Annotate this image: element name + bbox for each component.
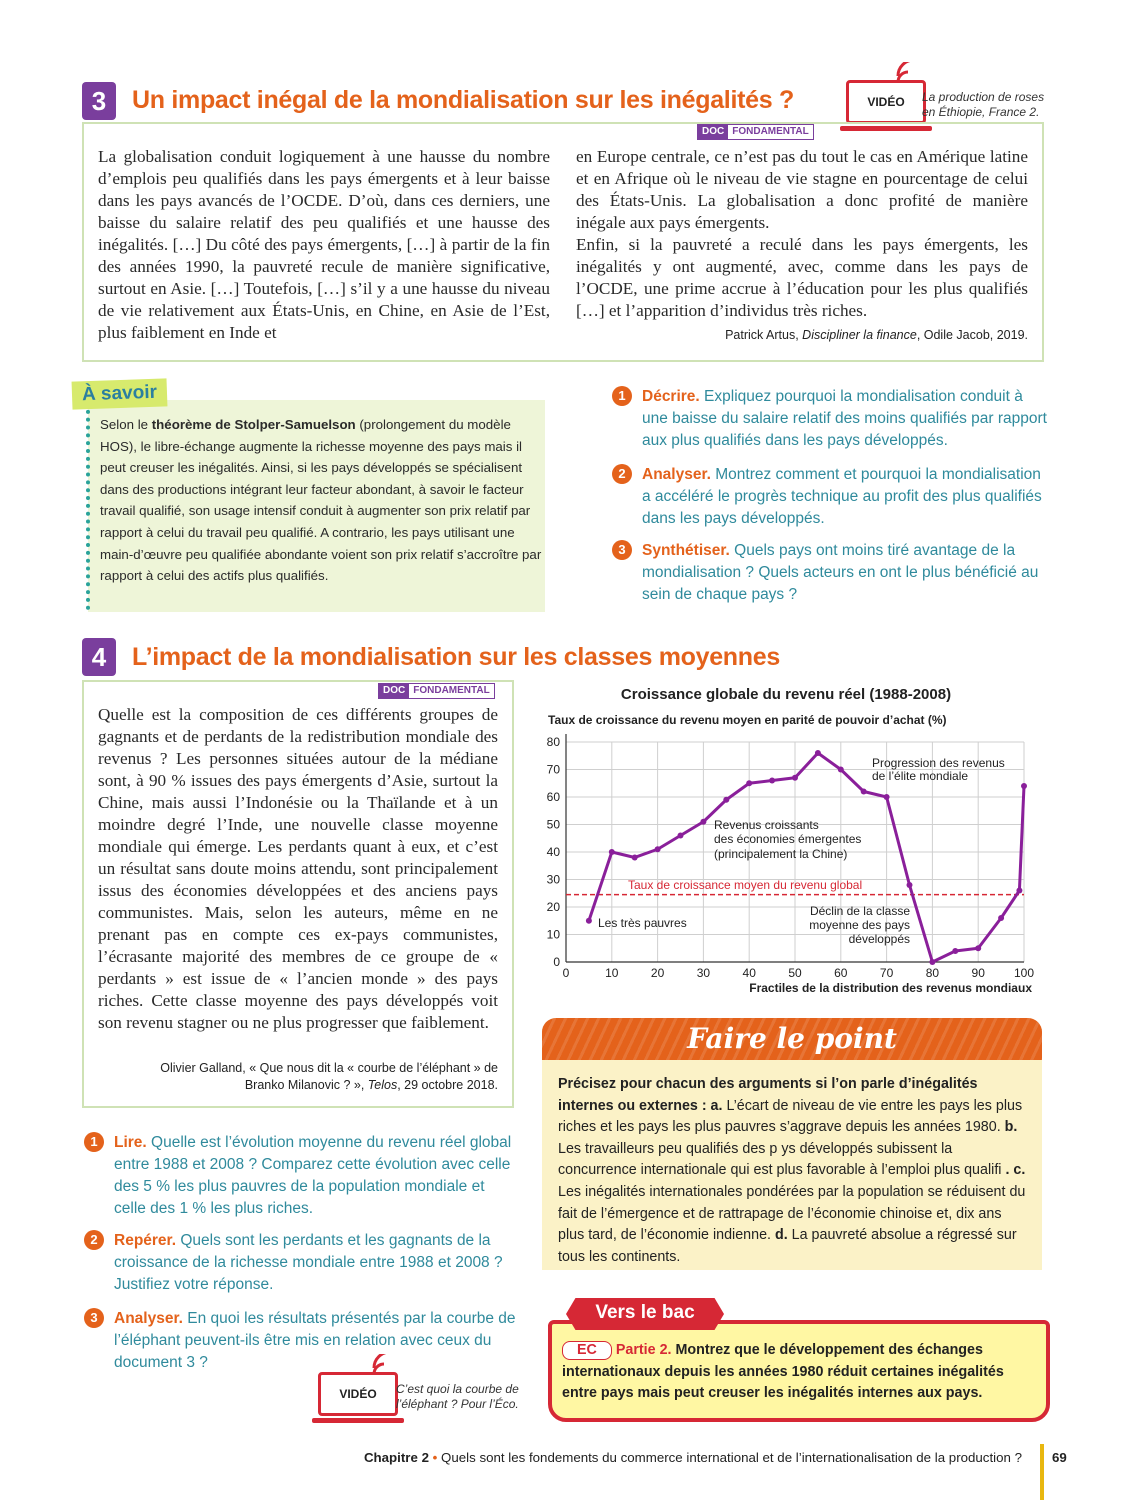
data-point [792, 775, 798, 781]
ec-badge: EC [562, 1341, 612, 1360]
data-point [907, 882, 913, 888]
bac-title: Vers le bac [595, 1302, 695, 1323]
q-head: Synthétiser. [642, 542, 730, 559]
q3-1 [618, 386, 1052, 452]
source-journal: Telos [367, 1078, 398, 1092]
chart-y-label: Taux de croissance du revenu moyen en parité de pouvoir d’achat (%) [548, 713, 947, 727]
x-tick-label: 20 [650, 966, 665, 980]
point-c-label: . c. [1001, 1162, 1026, 1179]
y-tick-label: 40 [546, 845, 560, 859]
doc3-title: Un impact inégal de la mondialisation sur les inégalités ? [132, 86, 794, 114]
savoir-post: (prolongement du modèle HOS), le libre-échange augmente la richesse moyenne des pays mais il peut creuser les inégalités. Ainsi, si les pays développés se spécialisent dans des productions intégrant leur facteur abondant, à savoir le facteur travail qualifié, son usage intensif conduit à augmenter son prix relatif par rapport à celui du travail peu qualifié. A contrario, les pays utilisant une main-d’œuvre peu qualifiée abondante voient son prix relatif s’accroître par rapport à celui des actifs plus qualifiés. [100, 417, 542, 584]
point-c-text: Les inégalités internationales pondérées par la population se réduisent du fait de l’émergence et de rattrapage de l’économie chinoise et, dix ans plus tard, de l’économie indienne. [558, 1183, 1026, 1244]
x-tick-label: 10 [605, 966, 619, 980]
chart-x-label: Fractiles de la distribution des revenus mondiaux [749, 981, 1032, 995]
source-part: Branko Milanovic ? », [244, 1078, 368, 1092]
point-text [558, 1074, 1028, 1268]
savoir-bold: théorème de Stolper-Samuelson [151, 417, 356, 432]
y-tick-label: 80 [546, 735, 560, 749]
data-point [952, 948, 958, 954]
data-point [1021, 783, 1027, 789]
y-tick-label: 50 [546, 817, 560, 832]
annotation-decline-3: développés [848, 932, 910, 946]
data-point [861, 789, 867, 795]
annotation-emerg-2: des économies émergentes [714, 832, 862, 846]
q-number: 2 [84, 1230, 104, 1250]
video2-label[interactable]: VIDÉO [318, 1372, 398, 1416]
q-text: Expliquez pourquoi la mondialisation conduit à une baisse du salaire relatif des moins qualifiés par rapport aux plus qualifiés dans les pays développés. [642, 388, 1047, 449]
x-tick-label: 70 [879, 966, 894, 980]
q4-1 [90, 1132, 514, 1220]
q-text: En quoi les résultats présentés par la courbe de l’éléphant peuvent-ils être mis en relation avec ceux du document 3 ? [114, 1310, 516, 1371]
footer-text [150, 1450, 1022, 1465]
q-text: Quelle est l’évolution moyenne du revenu réel global entre 1988 et 2008 ? Comparez cette évolution avec celle des 5 % les plus pauvres de la population mondiale et celle des 1 % les plus riches. [114, 1134, 512, 1217]
x-tick-label: 100 [1013, 966, 1035, 980]
doc-tag-doc: DOC [698, 125, 728, 139]
data-point [929, 959, 935, 965]
doc3-col1: La globalisation conduit logiquement à une hausse du nombre d’emplois peu qualifiés dans les pays émergents et à leur baisse dans les pays avancés de l’OCDE. D’où, dans ces derniers, une baisse du salaire relatif des peu qualifiés et une hausse des inégalités. […] Du côté des pays émergents, […] à partir de la fin des années 1990, la pauvreté recule de manière significative, surtout en Asie. […] Toutefois, […] s’il y a une hausse du niveau de vie relativement aux États-Unis, en Chine, en Asie de l’Est, plus faiblement en Inde et [98, 147, 550, 342]
elephant-curve-chart [530, 680, 1050, 1000]
video2-caption [396, 1382, 519, 1412]
savoir-dotted-rule [86, 402, 90, 610]
video2-caption-line2: l’éléphant ? Pour l’Éco. [396, 1397, 519, 1411]
x-tick-label: 90 [971, 966, 985, 980]
data-point [632, 855, 638, 861]
bac-prompt: Montrez que le développement des échanges internationaux depuis les années 1980 réduit certaines inégalités entre pays mais peut creuser les inégalités internes aux pays. [562, 1342, 1004, 1401]
x-tick-label: 30 [696, 966, 711, 980]
video-label[interactable]: VIDÉO [846, 80, 926, 124]
q-number: 3 [612, 540, 632, 560]
video-caption-line2: en Éthiopie, France 2. [922, 105, 1040, 119]
annotation-reference: Taux de croissance moyen du revenu global [628, 878, 863, 892]
data-point [678, 833, 684, 839]
q-head: Décrire. [642, 388, 700, 405]
data-point [975, 945, 981, 951]
q-number: 1 [84, 1132, 104, 1152]
annotation-elite-2: de l’élite mondiale [872, 769, 969, 783]
q-number: 1 [612, 386, 632, 406]
data-point [769, 778, 775, 784]
y-tick-label: 70 [546, 762, 560, 777]
annotation-emerg-3: (principalement la Chine) [714, 847, 848, 861]
point-d-text: La pauvreté absolue a régressé sur tous les continents. [558, 1227, 1017, 1265]
source-pub: , Odile Jacob, 2019. [916, 328, 1028, 342]
q-head: Repérer. [114, 1232, 177, 1249]
q-head: Lire. [114, 1134, 147, 1151]
video-caption-line1: La production de roses [922, 90, 1045, 104]
x-tick-label: 60 [834, 966, 848, 980]
annotation-poor: Les très pauvres [598, 916, 687, 930]
data-point [700, 819, 706, 825]
point-intro: Précisez pour chacun des arguments si l’on parle d’inégalités internes ou externes : [558, 1076, 978, 1114]
doc4-number: 4 [82, 638, 116, 676]
video2-laptop-icon[interactable] [318, 1354, 398, 1424]
savoir-pre: Selon le [100, 417, 152, 432]
y-tick-label: 30 [546, 872, 560, 887]
y-tick-label: 60 [546, 790, 560, 804]
footer-rule [1040, 1444, 1044, 1500]
q4-2 [90, 1230, 524, 1296]
savoir-title: À savoir [72, 378, 168, 409]
annotation-elite-1: Progression des revenus [872, 756, 1005, 770]
point-a-label: a. [706, 1097, 723, 1114]
savoir-text [100, 414, 542, 587]
source-title: Discipliner la finance [802, 328, 917, 342]
q-text: Quels sont les perdants et les gagnants de la croissance de la richesse mondiale entre 1988 et 2008 ? Justifiez votre réponse. [114, 1232, 503, 1293]
data-point [838, 767, 844, 773]
doc-tag-doc: DOC [379, 684, 409, 698]
data-point [815, 750, 821, 756]
doc-tag-type: FONDAMENTAL [409, 684, 493, 698]
doc4-text: Quelle est la composition de ces différents groupes de gagnants et de perdants de la redistribution mondiale des revenus ? Les personnes situées autour de la médiane sont, à 90 % issues des pays émergents d’Asie, surtout la Chine, mais aussi l’Indonésie ou la Thaïlande et à un moindre degré l’Inde, une nouvelle classe moyenne mondiale qui émerge. Les perdants quant à eux, et c’est un résultat sans doute moins attendu, sont principalement issus des économies développées et des anciens pays communistes. Mais, selon les auteurs, même en ne prenant pas en compte ces ex-pays communistes, l’écrasante majorité des membres de ce groupe de « perdants » est issue de « l’ancien monde » des pays riches. Cette classe moyenne des pays développés voit son revenu stagner ou ne plus progresser que faiblement. [98, 705, 498, 1032]
point-b-text: Les travailleurs peu qualifiés des p ys développés subissent la concurrence internationale qui est plus favorable à l’emploi plus qualifi [558, 1140, 1002, 1179]
source-author: Patrick Artus, [725, 328, 803, 342]
data-point [655, 846, 661, 852]
source-line2 [98, 1077, 498, 1094]
source-line1: Olivier Galland, « Que nous dit la « courbe de l’éléphant » de [160, 1061, 498, 1075]
bac-text [562, 1340, 1038, 1405]
bac-part: Partie 2. [615, 1342, 672, 1358]
data-point [998, 915, 1004, 921]
q-text: Montrez comment et pourquoi la mondialisation a accéléré le progrès technique au profit des plus qualifiés dans les pays développés. [642, 466, 1042, 527]
doc4-title: L’impact de la mondialisation sur les classes moyennes [132, 643, 780, 671]
doc4-source [98, 1060, 498, 1094]
footer-subject: Quels sont les fondements du commerce international et de l’internationalisation de la production ? [441, 1450, 1022, 1465]
x-tick-label: 40 [742, 966, 756, 980]
data-point [746, 780, 752, 786]
video2-base [312, 1418, 404, 1423]
q-text: Quels pays ont moins tiré avantage de la mondialisation ? Quels acteurs en ont le plus bénéficié au sein de chaque pays ? [642, 542, 1039, 603]
annotation-decline-2: moyenne des pays [809, 918, 910, 932]
source-date: , 29 octobre 2018. [397, 1078, 498, 1092]
y-tick-label: 0 [553, 955, 560, 969]
data-point [884, 794, 890, 800]
doc-tag-type: FONDAMENTAL [728, 125, 812, 139]
doc3-source [600, 328, 1028, 342]
point-d-label: d. [771, 1227, 788, 1244]
q3-2 [618, 464, 1042, 530]
doc3-col2b: Enfin, si la pauvreté a reculé dans les pays émergents, les inégalités y ont augmenté, avec, comme dans les pays de l’OCDE, une prime accrue à l’éducation pour les plus qualifiés […] et l’apparition d’individus très riches. [576, 235, 1028, 320]
y-tick-label: 20 [546, 900, 560, 914]
chart-title: Croissance globale du revenu réel (1988-2008) [620, 686, 952, 703]
y-tick-label: 10 [546, 927, 560, 942]
q-head: Analyser. [114, 1310, 183, 1327]
data-point [1016, 888, 1022, 894]
x-tick-label: 80 [925, 966, 940, 980]
q-number: 3 [84, 1308, 104, 1328]
video-caption [922, 90, 1044, 120]
doc3-number: 3 [82, 82, 116, 120]
point-b-label: b. [1000, 1119, 1018, 1136]
data-point [609, 849, 615, 855]
x-tick-label: 50 [788, 966, 802, 980]
q-head: Analyser. [642, 466, 711, 483]
q-number: 2 [612, 464, 632, 484]
annotation-emerg-1: Revenus croissants [714, 818, 819, 832]
data-point [586, 918, 592, 924]
page-number: 69 [1052, 1450, 1067, 1465]
annotation-decline-1: Déclin de la classe [809, 904, 910, 918]
q3-3 [618, 540, 1047, 606]
video2-caption-line1: C’est quoi la courbe de [396, 1382, 519, 1396]
footer-sep: • [428, 1450, 442, 1465]
point-title: Faire le point [687, 1022, 897, 1055]
data-point [723, 797, 729, 803]
doc3-col2a: en Europe centrale, ce n’est pas du tout le cas en Amérique latine et en Afrique où le niveau de vie stagne en pourcentage de celui des États-Unis. La globalisation a donc profité de manière inégale aux pays émergents. [576, 147, 1028, 232]
x-tick-label: 0 [562, 966, 570, 980]
point-a-text: L’écart de niveau de vie entre les pays les plus riches et les pays les plus pauvres s’aggrave depuis les années 1980. [558, 1097, 1023, 1136]
footer-chapter: Chapitre 2 [363, 1450, 429, 1465]
